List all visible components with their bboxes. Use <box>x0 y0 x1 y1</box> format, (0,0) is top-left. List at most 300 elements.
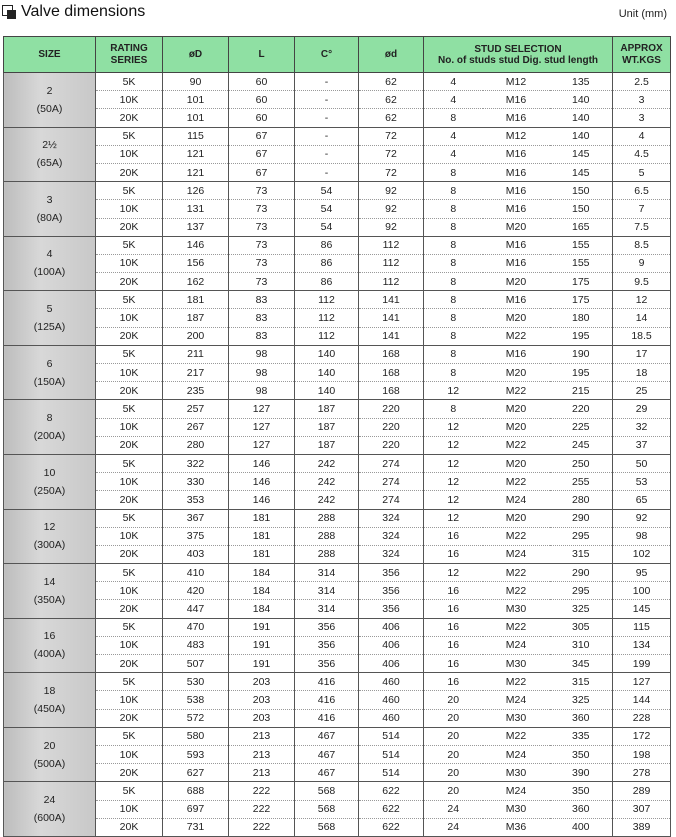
square-bullet-icon <box>2 5 16 19</box>
stud-dia-cell: M24 <box>483 691 550 709</box>
outer-diameter-cell: 688 <box>163 782 229 800</box>
outer-diameter-cell: 420 <box>163 582 229 600</box>
inner-diameter-cell: 168 <box>359 382 424 400</box>
table-row <box>4 418 671 436</box>
length-cell: 83 <box>229 309 295 327</box>
table-row <box>4 673 671 691</box>
outer-diameter-cell: 322 <box>163 454 229 472</box>
stud-dia-cell: M24 <box>483 545 550 563</box>
length-cell: 98 <box>229 345 295 363</box>
rating-cell: 20K <box>96 109 163 127</box>
length-cell: 181 <box>229 527 295 545</box>
c-value-cell: 416 <box>295 673 359 691</box>
c-value-cell: - <box>295 73 359 91</box>
size-inch: 3 <box>46 193 53 206</box>
weight-cell: 65 <box>613 491 671 509</box>
c-value-cell: - <box>295 109 359 127</box>
inner-diameter-cell: 220 <box>359 436 424 454</box>
stud-dia-cell: M22 <box>483 582 550 600</box>
stud-count-cell: 16 <box>424 618 483 636</box>
outer-diameter-cell: 367 <box>163 509 229 527</box>
stud-count-cell: 8 <box>424 291 483 309</box>
stud-dia-cell: M22 <box>483 727 550 745</box>
weight-cell: 389 <box>613 818 671 836</box>
rating-cell: 10K <box>96 309 163 327</box>
stud-count-cell: 20 <box>424 691 483 709</box>
c-value-cell: 54 <box>295 182 359 200</box>
stud-count-cell: 24 <box>424 800 483 818</box>
header-approx: APPROX <box>620 42 663 54</box>
stud-length-cell: 310 <box>550 636 613 654</box>
page-title: Valve dimensions <box>21 3 146 20</box>
outer-diameter-cell: 121 <box>163 163 229 181</box>
stud-count-cell: 8 <box>424 309 483 327</box>
length-cell: 146 <box>229 454 295 472</box>
c-value-cell: 54 <box>295 200 359 218</box>
size-cell <box>4 291 96 346</box>
rating-cell: 10K <box>96 364 163 382</box>
stud-count-cell: 8 <box>424 236 483 254</box>
size-nominal: (200A) <box>33 430 66 443</box>
c-value-cell: - <box>295 163 359 181</box>
stud-count-cell: 16 <box>424 582 483 600</box>
stud-dia-cell: M20 <box>483 364 550 382</box>
table-row <box>4 145 671 163</box>
weight-cell: 3 <box>613 109 671 127</box>
stud-length-cell: 335 <box>550 727 613 745</box>
rating-cell: 10K <box>96 691 163 709</box>
outer-diameter-cell: 267 <box>163 418 229 436</box>
size-cell <box>4 727 96 782</box>
size-cell <box>4 782 96 837</box>
table-row <box>4 745 671 763</box>
inner-diameter-cell: 274 <box>359 473 424 491</box>
size-inch: 4 <box>46 248 53 261</box>
length-cell: 127 <box>229 418 295 436</box>
table-row <box>4 727 671 745</box>
outer-diameter-cell: 593 <box>163 745 229 763</box>
stud-length-cell: 325 <box>550 600 613 618</box>
weight-cell: 50 <box>613 454 671 472</box>
stud-count-cell: 20 <box>424 745 483 763</box>
size-inch: 20 <box>43 739 56 752</box>
stud-dia-cell: M16 <box>483 182 550 200</box>
length-cell: 146 <box>229 473 295 491</box>
c-value-cell: 467 <box>295 727 359 745</box>
outer-diameter-cell: 627 <box>163 764 229 782</box>
weight-cell: 102 <box>613 545 671 563</box>
c-value-cell: 314 <box>295 564 359 582</box>
weight-cell: 5 <box>613 163 671 181</box>
length-cell: 83 <box>229 327 295 345</box>
c-value-cell: 314 <box>295 582 359 600</box>
size-cell <box>4 73 96 128</box>
rating-cell: 10K <box>96 527 163 545</box>
outer-diameter-cell: 131 <box>163 200 229 218</box>
weight-cell: 289 <box>613 782 671 800</box>
stud-count-cell: 8 <box>424 200 483 218</box>
rating-cell: 10K <box>96 200 163 218</box>
stud-count-cell: 8 <box>424 345 483 363</box>
weight-cell: 25 <box>613 382 671 400</box>
inner-diameter-cell: 622 <box>359 800 424 818</box>
stud-dia-cell: M24 <box>483 782 550 800</box>
stud-length-cell: 305 <box>550 618 613 636</box>
weight-cell: 95 <box>613 564 671 582</box>
stud-dia-cell: M12 <box>483 127 550 145</box>
table-row <box>4 163 671 181</box>
stud-count-cell: 4 <box>424 73 483 91</box>
rating-cell: 5K <box>96 564 163 582</box>
stud-count-cell: 8 <box>424 273 483 291</box>
stud-dia-cell: M16 <box>483 254 550 272</box>
rating-cell: 20K <box>96 273 163 291</box>
stud-count-cell: 16 <box>424 655 483 673</box>
table-row <box>4 818 671 836</box>
size-cell <box>4 345 96 400</box>
stud-length-cell: 140 <box>550 109 613 127</box>
weight-cell: 29 <box>613 400 671 418</box>
table-row <box>4 127 671 145</box>
stud-dia-cell: M22 <box>483 673 550 691</box>
outer-diameter-cell: 187 <box>163 309 229 327</box>
outer-diameter-cell: 447 <box>163 600 229 618</box>
size-cell <box>4 454 96 509</box>
stud-length-cell: 315 <box>550 673 613 691</box>
length-cell: 73 <box>229 254 295 272</box>
size-inch: 24 <box>43 794 56 807</box>
table-row <box>4 545 671 563</box>
weight-cell: 2.5 <box>613 73 671 91</box>
weight-cell: 18 <box>613 364 671 382</box>
c-value-cell: 187 <box>295 436 359 454</box>
inner-diameter-cell: 62 <box>359 73 424 91</box>
weight-cell: 199 <box>613 655 671 673</box>
weight-cell: 4 <box>613 127 671 145</box>
weight-cell: 9.5 <box>613 273 671 291</box>
inner-diameter-cell: 141 <box>359 327 424 345</box>
inner-diameter-cell: 324 <box>359 509 424 527</box>
c-value-cell: 288 <box>295 545 359 563</box>
weight-cell: 9 <box>613 254 671 272</box>
rating-cell: 20K <box>96 382 163 400</box>
length-cell: 73 <box>229 218 295 236</box>
header-rating-series <box>96 37 163 73</box>
outer-diameter-cell: 146 <box>163 236 229 254</box>
outer-diameter-cell: 181 <box>163 291 229 309</box>
size-nominal: (125A) <box>33 321 66 334</box>
size-nominal: (250A) <box>33 484 66 497</box>
weight-cell: 98 <box>613 527 671 545</box>
length-cell: 83 <box>229 291 295 309</box>
stud-length-cell: 350 <box>550 782 613 800</box>
stud-length-cell: 190 <box>550 345 613 363</box>
stud-dia-cell: M20 <box>483 418 550 436</box>
rating-cell: 10K <box>96 582 163 600</box>
rating-cell: 20K <box>96 436 163 454</box>
header-wt-kgs: WT.KGS <box>622 54 661 66</box>
valve-dimensions-table <box>3 36 671 837</box>
weight-cell: 32 <box>613 418 671 436</box>
length-cell: 181 <box>229 509 295 527</box>
rating-cell: 5K <box>96 400 163 418</box>
length-cell: 184 <box>229 582 295 600</box>
weight-cell: 7.5 <box>613 218 671 236</box>
rating-cell: 5K <box>96 73 163 91</box>
table-row <box>4 800 671 818</box>
inner-diameter-cell: 356 <box>359 564 424 582</box>
stud-dia-cell: M16 <box>483 109 550 127</box>
stud-count-cell: 12 <box>424 473 483 491</box>
length-cell: 184 <box>229 564 295 582</box>
stud-dia-cell: M16 <box>483 163 550 181</box>
stud-count-cell: 4 <box>424 127 483 145</box>
stud-length-cell: 175 <box>550 273 613 291</box>
stud-dia-cell: M20 <box>483 309 550 327</box>
outer-diameter-cell: 156 <box>163 254 229 272</box>
inner-diameter-cell: 141 <box>359 309 424 327</box>
size-nominal: (300A) <box>33 539 66 552</box>
outer-diameter-cell: 101 <box>163 91 229 109</box>
stud-length-cell: 135 <box>550 73 613 91</box>
inner-diameter-cell: 622 <box>359 782 424 800</box>
length-cell: 73 <box>229 182 295 200</box>
header-stud-selection <box>424 37 613 73</box>
table-row <box>4 436 671 454</box>
size-inch: 18 <box>43 684 56 697</box>
stud-length-cell: 295 <box>550 527 613 545</box>
table-row <box>4 218 671 236</box>
inner-diameter-cell: 622 <box>359 818 424 836</box>
length-cell: 67 <box>229 145 295 163</box>
header-stud-subtitle: No. of studs stud Dig. stud length <box>438 54 599 66</box>
inner-diameter-cell: 406 <box>359 636 424 654</box>
stud-count-cell: 12 <box>424 418 483 436</box>
stud-length-cell: 295 <box>550 582 613 600</box>
stud-length-cell: 155 <box>550 236 613 254</box>
stud-dia-cell: M24 <box>483 491 550 509</box>
rating-cell: 20K <box>96 655 163 673</box>
stud-count-cell: 8 <box>424 163 483 181</box>
stud-dia-cell: M16 <box>483 345 550 363</box>
size-inch: 2½ <box>42 139 57 152</box>
inner-diameter-cell: 460 <box>359 673 424 691</box>
rating-cell: 5K <box>96 182 163 200</box>
stud-dia-cell: M30 <box>483 709 550 727</box>
stud-count-cell: 12 <box>424 491 483 509</box>
length-cell: 98 <box>229 382 295 400</box>
stud-length-cell: 180 <box>550 309 613 327</box>
stud-dia-cell: M16 <box>483 236 550 254</box>
rating-cell: 20K <box>96 764 163 782</box>
c-value-cell: 416 <box>295 691 359 709</box>
length-cell: 73 <box>229 236 295 254</box>
table-row <box>4 636 671 654</box>
inner-diameter-cell: 112 <box>359 254 424 272</box>
inner-diameter-cell: 356 <box>359 600 424 618</box>
inner-diameter-cell: 92 <box>359 200 424 218</box>
c-value-cell: 140 <box>295 364 359 382</box>
length-cell: 203 <box>229 691 295 709</box>
rating-cell: 20K <box>96 600 163 618</box>
table-row <box>4 709 671 727</box>
table-row <box>4 473 671 491</box>
inner-diameter-cell: 514 <box>359 727 424 745</box>
outer-diameter-cell: 257 <box>163 400 229 418</box>
stud-dia-cell: M22 <box>483 327 550 345</box>
stud-count-cell: 12 <box>424 382 483 400</box>
table-row <box>4 309 671 327</box>
weight-cell: 278 <box>613 764 671 782</box>
stud-dia-cell: M20 <box>483 454 550 472</box>
table-row <box>4 527 671 545</box>
rating-cell: 5K <box>96 127 163 145</box>
stud-dia-cell: M24 <box>483 745 550 763</box>
stud-dia-cell: M22 <box>483 473 550 491</box>
stud-dia-cell: M22 <box>483 618 550 636</box>
c-value-cell: 356 <box>295 618 359 636</box>
stud-dia-cell: M20 <box>483 509 550 527</box>
rating-cell: 20K <box>96 218 163 236</box>
length-cell: 184 <box>229 600 295 618</box>
rating-cell: 10K <box>96 800 163 818</box>
stud-dia-cell: M30 <box>483 800 550 818</box>
size-inch: 14 <box>43 575 56 588</box>
table-header-row <box>4 37 671 73</box>
outer-diameter-cell: 731 <box>163 818 229 836</box>
weight-cell: 307 <box>613 800 671 818</box>
rating-cell: 20K <box>96 709 163 727</box>
header-series: SERIES <box>110 54 148 66</box>
stud-length-cell: 250 <box>550 454 613 472</box>
table-row <box>4 273 671 291</box>
table-row <box>4 509 671 527</box>
stud-length-cell: 360 <box>550 800 613 818</box>
stud-length-cell: 290 <box>550 564 613 582</box>
inner-diameter-cell: 92 <box>359 182 424 200</box>
length-cell: 213 <box>229 727 295 745</box>
rating-cell: 5K <box>96 345 163 363</box>
rating-cell: 5K <box>96 673 163 691</box>
outer-diameter-cell: 483 <box>163 636 229 654</box>
stud-count-cell: 20 <box>424 764 483 782</box>
length-cell: 191 <box>229 655 295 673</box>
size-cell <box>4 182 96 237</box>
table-row <box>4 91 671 109</box>
table-row <box>4 382 671 400</box>
outer-diameter-cell: 580 <box>163 727 229 745</box>
table-row <box>4 691 671 709</box>
size-cell <box>4 509 96 564</box>
outer-diameter-cell: 353 <box>163 491 229 509</box>
stud-dia-cell: M30 <box>483 600 550 618</box>
stud-dia-cell: M30 <box>483 655 550 673</box>
stud-count-cell: 8 <box>424 182 483 200</box>
c-value-cell: 242 <box>295 473 359 491</box>
stud-dia-cell: M24 <box>483 636 550 654</box>
weight-cell: 92 <box>613 509 671 527</box>
rating-cell: 20K <box>96 491 163 509</box>
header-outer-diameter: øD <box>163 37 229 73</box>
table-row <box>4 454 671 472</box>
size-inch: 10 <box>43 466 56 479</box>
inner-diameter-cell: 274 <box>359 491 424 509</box>
length-cell: 203 <box>229 673 295 691</box>
c-value-cell: - <box>295 127 359 145</box>
c-value-cell: 288 <box>295 527 359 545</box>
c-value-cell: 568 <box>295 800 359 818</box>
size-nominal: (100A) <box>33 266 66 279</box>
stud-count-cell: 16 <box>424 600 483 618</box>
stud-count-cell: 8 <box>424 218 483 236</box>
table-row <box>4 73 671 91</box>
rating-cell: 20K <box>96 327 163 345</box>
c-value-cell: 187 <box>295 400 359 418</box>
size-nominal: (450A) <box>33 702 66 715</box>
stud-count-cell: 8 <box>424 400 483 418</box>
stud-count-cell: 8 <box>424 109 483 127</box>
c-value-cell: 568 <box>295 818 359 836</box>
outer-diameter-cell: 470 <box>163 618 229 636</box>
weight-cell: 127 <box>613 673 671 691</box>
stud-length-cell: 245 <box>550 436 613 454</box>
table-row <box>4 491 671 509</box>
c-value-cell: - <box>295 91 359 109</box>
stud-length-cell: 140 <box>550 91 613 109</box>
rating-cell: 10K <box>96 745 163 763</box>
table-row <box>4 364 671 382</box>
stud-length-cell: 350 <box>550 745 613 763</box>
c-value-cell: 112 <box>295 327 359 345</box>
length-cell: 67 <box>229 163 295 181</box>
stud-length-cell: 325 <box>550 691 613 709</box>
outer-diameter-cell: 572 <box>163 709 229 727</box>
stud-dia-cell: M22 <box>483 527 550 545</box>
stud-count-cell: 4 <box>424 91 483 109</box>
stud-dia-cell: M16 <box>483 91 550 109</box>
outer-diameter-cell: 162 <box>163 273 229 291</box>
outer-diameter-cell: 126 <box>163 182 229 200</box>
inner-diameter-cell: 92 <box>359 218 424 236</box>
rating-cell: 10K <box>96 473 163 491</box>
outer-diameter-cell: 410 <box>163 564 229 582</box>
size-cell <box>4 127 96 182</box>
stud-length-cell: 345 <box>550 655 613 673</box>
size-nominal: (400A) <box>33 648 66 661</box>
stud-length-cell: 290 <box>550 509 613 527</box>
outer-diameter-cell: 235 <box>163 382 229 400</box>
stud-count-cell: 8 <box>424 254 483 272</box>
outer-diameter-cell: 211 <box>163 345 229 363</box>
table-row <box>4 618 671 636</box>
table-row <box>4 655 671 673</box>
stud-dia-cell: M16 <box>483 200 550 218</box>
length-cell: 73 <box>229 200 295 218</box>
stud-dia-cell: M30 <box>483 764 550 782</box>
stud-length-cell: 150 <box>550 200 613 218</box>
stud-length-cell: 140 <box>550 127 613 145</box>
length-cell: 60 <box>229 73 295 91</box>
stud-length-cell: 150 <box>550 182 613 200</box>
c-value-cell: 54 <box>295 218 359 236</box>
stud-count-cell: 20 <box>424 709 483 727</box>
outer-diameter-cell: 538 <box>163 691 229 709</box>
size-inch: 2 <box>46 84 53 97</box>
c-value-cell: 86 <box>295 273 359 291</box>
size-inch: 8 <box>46 412 53 425</box>
length-cell: 127 <box>229 400 295 418</box>
inner-diameter-cell: 220 <box>359 418 424 436</box>
